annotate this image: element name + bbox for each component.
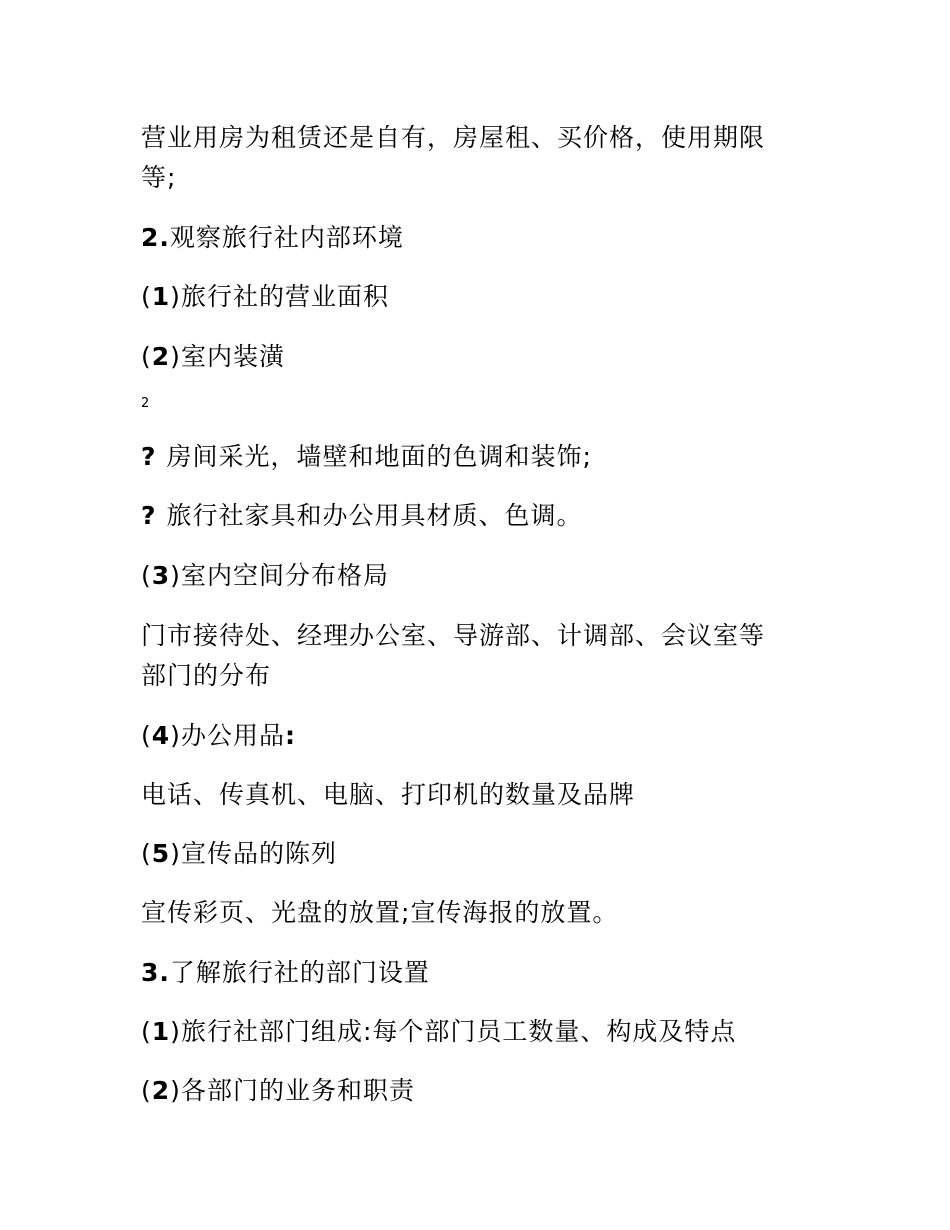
list-item [141,1072,415,1110]
list-item [141,338,285,376]
item-text: 室内空间分布格局 [180,561,389,590]
bullet-text: 旅行社家具和办公用具材质、色调。 [166,501,583,530]
paragraph-line [141,119,765,157]
item-text: 宣传品的陈列 [180,839,337,868]
paragraph-line [141,617,765,655]
paren-close: ) [170,721,181,750]
item-number: 2 [151,342,171,371]
list-item [141,1013,736,1051]
section-title: 了解旅行社的部门设置 [169,958,430,987]
section-number: 3. [141,958,170,987]
paren-close: ) [170,839,181,868]
item-number: 1 [151,1017,171,1046]
item-text: 旅行社部门组成:每个部门员工数量、构成及特点 [180,1017,737,1046]
item-number: 1 [151,282,171,311]
list-item [141,278,389,316]
item-text: 室内装潢 [180,342,285,371]
section-number: 2. [141,223,170,252]
bullet-item [141,438,592,476]
paren-close: ) [170,561,181,590]
item-number: 4 [151,721,171,750]
item-number: 2 [151,1076,171,1105]
item-number: 5 [151,839,171,868]
paragraph-line [141,159,176,197]
paren-close: ) [170,1017,181,1046]
page-number: 2 [141,396,150,411]
paren-open: ( [141,1076,152,1105]
item-colon: : [284,721,296,750]
paragraph-line [141,894,618,932]
paren-open: ( [141,839,152,868]
paragraph-text: 门市接待处、经理办公室、导游部、计调部、会议室等 [141,621,766,650]
section-heading-2 [141,219,404,257]
list-item [141,717,296,755]
paren-open: ( [141,342,152,371]
item-number: 3 [151,561,171,590]
paren-open: ( [141,561,152,590]
paren-close: ) [170,282,181,311]
bullet-mark: ? [141,442,157,471]
bullet-item [141,497,583,535]
paragraph-text: 营业用房为租赁还是自有，房屋租、买价格，使用期限 [141,123,766,152]
paragraph-line [141,657,271,695]
paren-close: ) [170,1076,181,1105]
item-text: 旅行社的营业面积 [180,282,389,311]
list-item [141,557,389,595]
section-heading-3 [141,954,430,992]
paren-open: ( [141,1017,152,1046]
paren-open: ( [141,721,152,750]
item-text: 办公用品 [180,721,285,750]
item-text: 各部门的业务和职责 [180,1076,415,1105]
list-item [141,835,337,873]
paragraph-text: 部门的分布 [141,661,272,690]
paragraph-line [141,776,635,814]
bullet-text: 房间采光，墙壁和地面的色调和装饰; [166,442,592,471]
section-title: 观察旅行社内部环境 [169,223,404,252]
paragraph-text: 宣传彩页、光盘的放置;宣传海报的放置。 [141,898,619,927]
paren-close: ) [170,342,181,371]
paragraph-text: 电话、传真机、电脑、打印机的数量及品牌 [141,780,636,809]
bullet-mark: ? [141,501,157,530]
paragraph-text: 等; [141,163,177,192]
paren-open: ( [141,282,152,311]
